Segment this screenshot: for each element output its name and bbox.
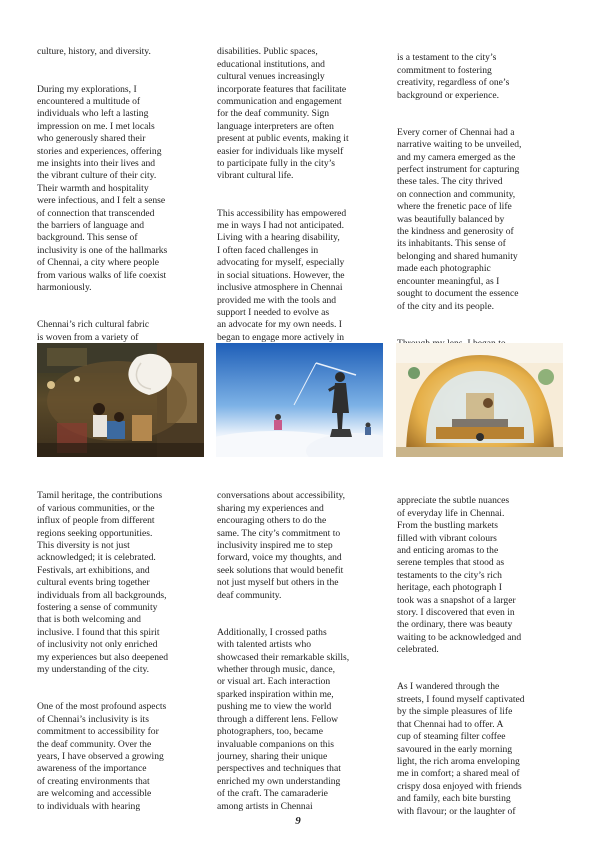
paragraph: Chennai’s rich cultural fabric is woven from a variety of — [37, 319, 150, 343]
page-number: 9 — [295, 815, 301, 827]
text-column-2 — [217, 34, 379, 357]
paragraph: culture, history, and diversity. — [37, 46, 151, 58]
text-column-6 — [397, 483, 559, 830]
photo-statue-sky — [216, 343, 383, 457]
text-column-1 — [37, 34, 199, 369]
text-column-3 — [397, 40, 559, 363]
photo-auto-rickshaw — [396, 343, 563, 457]
paragraph: conversations about accessibility, sharing my experiences and encouraging others to do the same. The city’s commitment to inclusivity inspired me to step forward, voice my thoughts, and seek solutions that would benefit not just myself but others in the deaf community. — [217, 490, 346, 601]
paragraph: Every corner of Chennai had a narrative waiting to be unveiled, and my camera emerged as the perfect instrument for capturing these tales. The city thrived on connection and community, where the frenetic pace of life was beautifully balanced by the kindness and generosity of its inhabitants. This sense of belonging and shared humanity made each photographic encounter meaningful, as I sought to document the essence of the city and its people. — [397, 126, 522, 312]
paragraph: One of the most profound aspects of Chennai’s inclusivity is its commitment to accessibility for the deaf community. Over the years, I have observed a growing awareness of the importance of creating environments that are welcoming and accessible to individuals with hearing — [37, 701, 167, 812]
text-column-4 — [37, 478, 199, 825]
paragraph: As I wandered through the streets, I found myself captivated by the simple pleasures of life that Chennai had to offer. A cup of steaming filter coffee savoured in the early morning light, the rich aroma enveloping me in comfort; a shared meal of crispy dosa enjoyed with friends and family, each bite bursting with flavour; or the laughter of — [397, 681, 525, 817]
paragraph: disabilities. Public spaces, educational institutions, and cultural venues increasingly incorporate features that facilitate communication and engagement for the deaf community. Sign language interpreters are often present at public events, making it easier for individuals like myself to participate fully in the city’s vibrant cultural life. — [217, 46, 349, 182]
paragraph: is a testament to the city’s commitment to fostering creativity, regardless of one’s background or experience. — [397, 52, 510, 101]
text-column-5 — [217, 478, 379, 825]
photo-festival-crowd — [37, 343, 204, 457]
paragraph: This accessibility has empowered me in ways I had not anticipated. Living with a hearing disability, I often faced challenges in advocating for myself, especially in social situations. However, the inclusive atmosphere in Chennai provided me with the tools and support I needed to evolve as an advocate for my own needs. I began to engage more actively in — [217, 207, 347, 343]
paragraph: During my explorations, I encountered a multitude of individuals who left a lasting impression on me. I met locals who generously shared their stories and experiences, offering me insights into their lives and the vibrant culture of their city. Their warmth and hospitality were infectious, and I felt a sense of connection that transcended the barriers of language and background. This sense of inclusivity is one of the hallmarks of Chennai, a city where people from various walks of life coexist harmoniously. — [37, 83, 168, 294]
paragraph: Additionally, I crossed paths with talented artists who showcased their remarkable skills, whether through music, dance, or visual art. Each interaction sparked inspiration within me, pushing me to view the world through a different lens. Fellow photographers, too, became invaluable companions on this journey, sharing their unique perspectives and techniques that enriched my own understanding of the craft. The camaraderie among artists in Chennai — [217, 626, 350, 812]
paragraph: Tamil heritage, the contributions of various communities, or the influx of people from different regions seeking opportunities. This diversity is not just acknowledged; it is celebrated. Festivals, art exhibitions, and cultural events bring together individuals from all backgrounds, fostering a sense of community that is both welcoming and inclusive. I found that this spirit of inclusivity not only enriched my experiences but also deepened my understanding of the city. — [37, 490, 169, 676]
paragraph: appreciate the subtle nuances of everyday life in Chennai. From the bustling markets filled with vibrant colours and enticing aromas to the serene temples that stood as testaments to the city’s rich heritage, each photograph I took was a snapshot of a larger story. I discovered that even in the ordinary, there was beauty waiting to be acknowledged and celebrated. — [397, 495, 522, 656]
